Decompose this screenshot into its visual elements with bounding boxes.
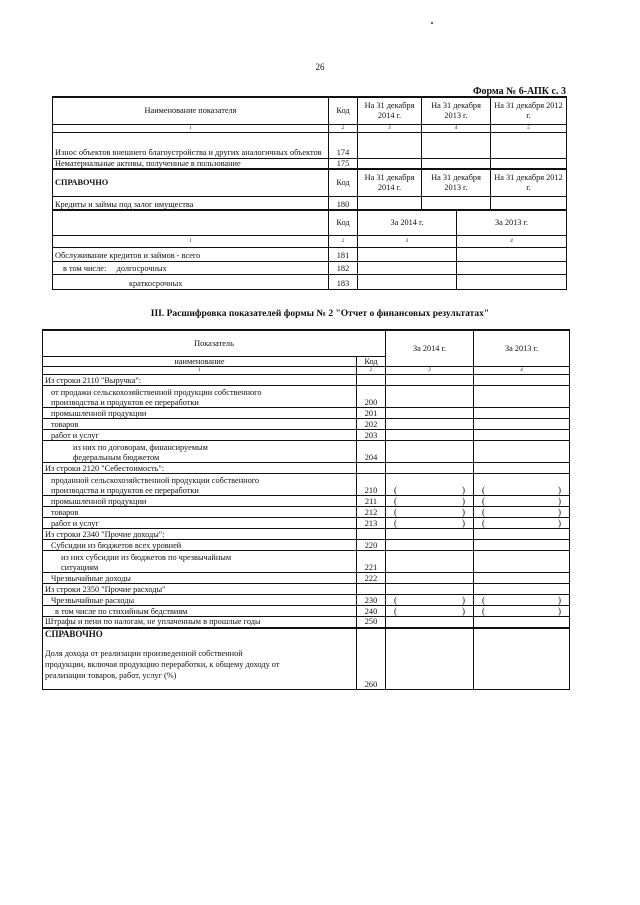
value-cell [474,529,570,540]
table-row [43,584,570,595]
close-paren: ) [558,517,561,528]
colnum: 3 [386,366,474,374]
row-174-code: 174 [329,132,358,158]
row-name [43,573,357,584]
cell [491,158,567,169]
row-name-line: работ и услуг [51,430,99,440]
value-cell [386,506,474,517]
row-name-line: в том числе по стихийным бедствиям [55,606,188,616]
row-name [43,418,357,429]
row-code: 230 [357,595,386,606]
open-paren: ( [394,495,397,506]
row-name [43,606,357,617]
row-code: 210 [357,473,386,495]
row-name [43,529,357,540]
open-paren: ( [394,484,397,495]
value-cell [386,617,474,628]
row-name-line: Доля дохода от реализации произведенной собственной [45,648,243,658]
row-name-line: производства и продуктов ее переработки [51,485,199,495]
spravochno-2013: На 31 декабря 2013 г. [422,169,491,196]
cell [422,158,491,169]
row-name-line: работ и услуг [51,518,99,528]
cell [422,132,491,158]
cell [491,132,567,158]
table-row [43,517,570,528]
colnum: 5 [491,124,567,132]
open-paren: ( [482,484,485,495]
row-name-line: продукции, включая продукцию переработки, к общему доходу от [45,659,280,669]
row-code: 240 [357,606,386,617]
row-260-name [43,628,357,690]
row-code [357,584,386,595]
table-row [43,551,570,573]
close-paren: ) [558,495,561,506]
value-cell [386,584,474,595]
row-name [43,473,357,495]
value-cell [474,506,570,517]
colnum: 1 [43,366,357,374]
table-row [43,495,570,506]
balance-table [52,96,567,290]
section-title: III. Расшифровка показателей формы № 2 "Отчет о финансовых результатах" [150,309,490,319]
row-name-line: производства и продуктов ее переработки [51,397,199,407]
open-paren: ( [482,506,485,517]
row-260-code: 260 [357,628,386,690]
row-name-line: Из строки 2340 "Прочие доходы": [45,529,165,539]
colnum: 3 [358,124,422,132]
parentheses [476,518,567,528]
cell [457,274,567,289]
row-name-line: промышленной продукции [51,496,147,506]
parentheses [388,507,471,517]
open-paren: ( [394,506,397,517]
row-code [357,462,386,473]
value-cell [474,628,570,690]
value-cell [386,429,474,440]
header2-2014: За 2014 г. [358,210,457,235]
row-183-name: краткосрочных [53,274,329,289]
spravochno-2014: На 31 декабря 2014 г. [358,169,422,196]
row-181-name: Обслуживание кредитов и займов - всего [53,247,329,261]
close-paren: ) [462,606,465,617]
value-cell [474,374,570,385]
header-2014: За 2014 г. [386,330,474,366]
row-code: 203 [357,429,386,440]
colnum: 1 [53,235,329,247]
row-name [43,429,357,440]
value-cell [474,606,570,617]
colnum: 2 [329,124,358,132]
value-cell [386,573,474,584]
close-paren: ) [462,506,465,517]
open-paren: ( [482,495,485,506]
row-name [43,551,357,573]
spravochno-code: Код [329,169,358,196]
parentheses [476,485,567,495]
row-182-code: 182 [329,261,358,274]
value-cell [386,473,474,495]
colnum: 2 [357,366,386,374]
header-name: наименование [43,356,357,366]
scan-speck [431,22,433,24]
table-row [43,573,570,584]
open-paren: ( [394,595,397,606]
table-row [43,506,570,517]
open-paren: ( [482,595,485,606]
row-name-line: Из строки 2120 "Себестоимость": [45,463,165,473]
parentheses [388,595,471,605]
row-name-line: товаров [51,419,79,429]
row-name [43,407,357,418]
header-2013: На 31 декабря 2013 г. [422,97,491,124]
row-code [357,374,386,385]
close-paren: ) [462,495,465,506]
value-cell [386,385,474,407]
value-cell [474,517,570,528]
value-cell [386,551,474,573]
spravochno-2012: На 31 декабря 2012 г. [491,169,567,196]
row-name [43,595,357,606]
row-175-name: Нематериальные активы, полученные в пользование [53,158,329,169]
row-175-code: 175 [329,158,358,169]
value-cell [386,606,474,617]
table-row [43,440,570,462]
close-paren: ) [462,595,465,606]
header2-2013: За 2013 г. [457,210,567,235]
close-paren: ) [558,484,561,495]
cell [358,132,422,158]
row-name [43,506,357,517]
close-paren: ) [558,595,561,606]
value-cell [474,495,570,506]
value-cell [474,551,570,573]
value-cell [474,540,570,551]
table-row [43,540,570,551]
value-cell [474,595,570,606]
row-180-code: 180 [329,196,358,210]
row-code: 211 [357,495,386,506]
table-row [43,606,570,617]
row-180-name: Кредиты и займы под залог имущества [53,196,329,210]
parentheses [388,606,471,616]
cell [358,261,457,274]
value-cell [386,529,474,540]
header-name: Наименование показателя [53,97,329,124]
colnum: 1 [53,124,329,132]
cell [457,261,567,274]
header-2014: На 31 декабря 2014 г. [358,97,422,124]
table-row [43,407,570,418]
cell [358,158,422,169]
value-cell [474,440,570,462]
row-name [43,517,357,528]
row-name-line: Субсидии из бюджетов всех уровней [51,540,182,550]
financial-results-table [42,329,570,690]
cell [358,196,422,210]
open-paren: ( [482,517,485,528]
colnum: 4 [474,366,570,374]
row-181-code: 181 [329,247,358,261]
table-row [43,529,570,540]
value-cell [474,584,570,595]
value-cell [474,429,570,440]
cell [491,196,567,210]
close-paren: ) [558,606,561,617]
parentheses [476,496,567,506]
row-name [43,584,357,595]
row-name [43,462,357,473]
row-code: 202 [357,418,386,429]
value-cell [474,473,570,495]
table-row [43,617,570,628]
table-row [43,595,570,606]
value-cell [474,462,570,473]
cell [422,196,491,210]
row-name-line: из них по договорам, финансируемым [73,443,208,453]
parentheses [388,485,471,495]
parentheses [388,496,471,506]
row-code: 201 [357,407,386,418]
value-cell [474,573,570,584]
row-code: 212 [357,506,386,517]
header-indicator: Показатель [43,330,386,356]
parentheses [476,507,567,517]
value-cell [474,385,570,407]
spravochno-label: СПРАВОЧНО [53,169,329,196]
row-name-line: проданной сельскохозяйственной продукции собственного [51,476,260,486]
value-cell [386,462,474,473]
value-cell [386,418,474,429]
value-cell [386,517,474,528]
row-name-line: реализации товаров, работ, услуг (%) [45,671,177,681]
value-cell [474,617,570,628]
cell [358,274,457,289]
open-paren: ( [394,606,397,617]
value-cell [386,595,474,606]
row-name-line: товаров [51,507,79,517]
row-name-line: промышленной продукции [51,408,147,418]
row-174-name: Износ объектов внешнего благоустройства и других аналогичных объектов [53,132,329,158]
value-cell [386,374,474,385]
page-number: 26 [315,62,325,72]
blank-cell [53,210,329,235]
parentheses [476,606,567,616]
row-code: 250 [357,617,386,628]
row-code: 200 [357,385,386,407]
row-code [357,529,386,540]
close-paren: ) [462,517,465,528]
cell [358,247,457,261]
table-row [43,374,570,385]
row-name [43,374,357,385]
row-182-name: в том числе: долгосрочных [53,261,329,274]
table-row [43,462,570,473]
row-name-line: федеральным бюджетом [73,452,160,462]
header-2012: На 31 декабря 2012 г. [491,97,567,124]
row-code: 220 [357,540,386,551]
open-paren: ( [394,517,397,528]
row-name-line: от продажи сельскохозяйственной продукции собственного [51,388,262,398]
value-cell [474,407,570,418]
table-row [43,473,570,495]
spravochno-label: СПРАВОЧНО [45,628,103,639]
row-name-line: Чрезвычайные доходы [51,573,131,583]
close-paren: ) [558,506,561,517]
row-name-line: Из строки 2350 "Прочие расходы" [45,584,166,594]
parentheses [388,518,471,528]
form-label: Форма № 6-АПК с. 3 [472,86,566,97]
colnum: 4 [457,235,567,247]
row-code: 222 [357,573,386,584]
row-name-line: Штрафы и пени по налогам, не уплаченным в прошлые годы [45,617,261,627]
colnum: 2 [329,235,358,247]
row-code: 221 [357,551,386,573]
row-name-line: Из строки 2110 "Выручка": [45,375,142,385]
value-cell [386,407,474,418]
cell [457,247,567,261]
parentheses [476,595,567,605]
row-name-line: ситуациям [61,562,99,572]
header2-code: Код [329,210,358,235]
header-2013: За 2013 г. [474,330,570,366]
value-cell [386,540,474,551]
table-row [43,628,570,690]
row-code: 213 [357,517,386,528]
table-row [43,385,570,407]
open-paren: ( [482,606,485,617]
close-paren: ) [462,484,465,495]
header-code: Код [357,356,386,366]
value-cell [386,495,474,506]
colnum: 4 [422,124,491,132]
row-name-line: Чрезвычайные расходы [51,595,135,605]
row-name-line: из них субсидии из бюджетов по чрезвычайным [61,553,232,563]
header-code: Код [329,97,358,124]
colnum: 3 [358,235,457,247]
row-183-code: 183 [329,274,358,289]
row-name [43,495,357,506]
value-cell [386,440,474,462]
table-row [43,429,570,440]
row-code: 204 [357,440,386,462]
row-name [43,385,357,407]
row-name [43,540,357,551]
table-row [43,418,570,429]
value-cell [386,628,474,690]
row-name [43,617,357,628]
row-name [43,440,357,462]
value-cell [474,418,570,429]
